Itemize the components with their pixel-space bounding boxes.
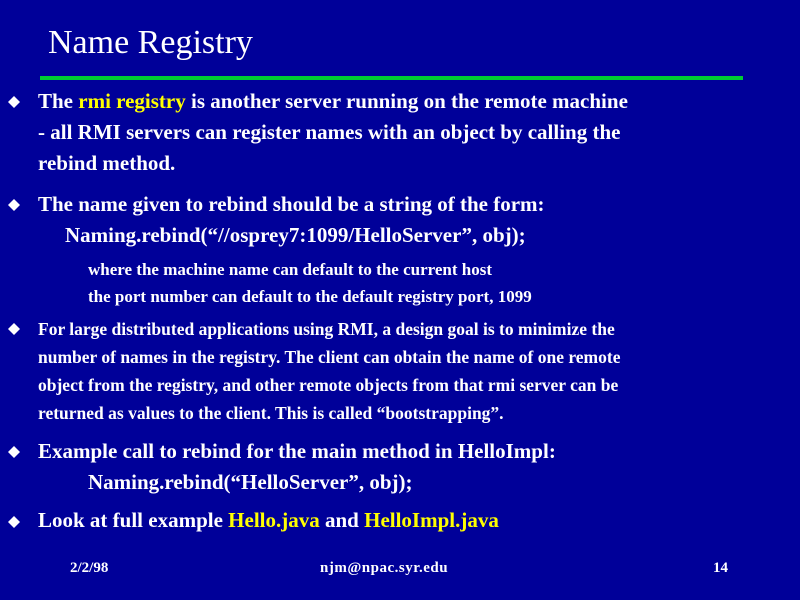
- code-example: Naming.rebind(“//osprey7:1099/HelloServer”, obj);: [65, 223, 526, 247]
- diamond-bullet-icon: [8, 516, 20, 528]
- text-line: number of names in the registry. The client can obtain the name of one remote: [38, 347, 621, 367]
- link-hello-java[interactable]: Hello.java: [228, 508, 320, 532]
- note-port-number: the port number can default to the default registry port, 1099: [88, 287, 532, 306]
- bullet-bootstrapping: [38, 315, 798, 427]
- text-segment: is another server running on the remote machine: [185, 89, 628, 113]
- text-segment: and: [319, 508, 365, 532]
- code-example: Naming.rebind(“HelloServer”, obj);: [88, 470, 413, 494]
- footer-email: njm@npac.syr.edu: [320, 560, 449, 576]
- title-underline: [40, 76, 743, 80]
- page-number: 14: [713, 560, 728, 576]
- text-segment: The: [38, 89, 79, 113]
- link-helloimpl-java[interactable]: HelloImpl.java: [364, 508, 499, 532]
- text-line: object from the registry, and other remote objects from that rmi server can be: [38, 375, 619, 395]
- bullet-registry-description: [38, 86, 798, 179]
- text-line: rebind method.: [38, 151, 176, 175]
- note-machine-name: where the machine name can default to the current host: [88, 260, 493, 279]
- diamond-bullet-icon: [8, 323, 20, 335]
- diamond-bullet-icon: [8, 446, 20, 458]
- diamond-bullet-icon: [8, 199, 20, 211]
- highlight-rmi-registry: rmi registry: [78, 89, 186, 113]
- text-line: returned as values to the client. This is called “bootstrapping”.: [38, 403, 504, 423]
- bullet-name-format: [38, 189, 798, 251]
- diamond-bullet-icon: [8, 96, 20, 108]
- bullet-full-example: [38, 505, 798, 536]
- footer-date: 2/2/98: [70, 560, 109, 576]
- text-line: Example call to rebind for the main method in HelloImpl:: [38, 439, 556, 463]
- bullet-example-call: [38, 436, 798, 498]
- text-line: - all RMI servers can register names with an object by calling the: [38, 120, 621, 144]
- text-line: The name given to rebind should be a string of the form:: [38, 192, 545, 216]
- text-segment: Look at full example: [38, 508, 229, 532]
- slide-title: Name Registry: [48, 24, 253, 61]
- text-line: For large distributed applications using RMI, a design goal is to minimize the: [38, 319, 615, 339]
